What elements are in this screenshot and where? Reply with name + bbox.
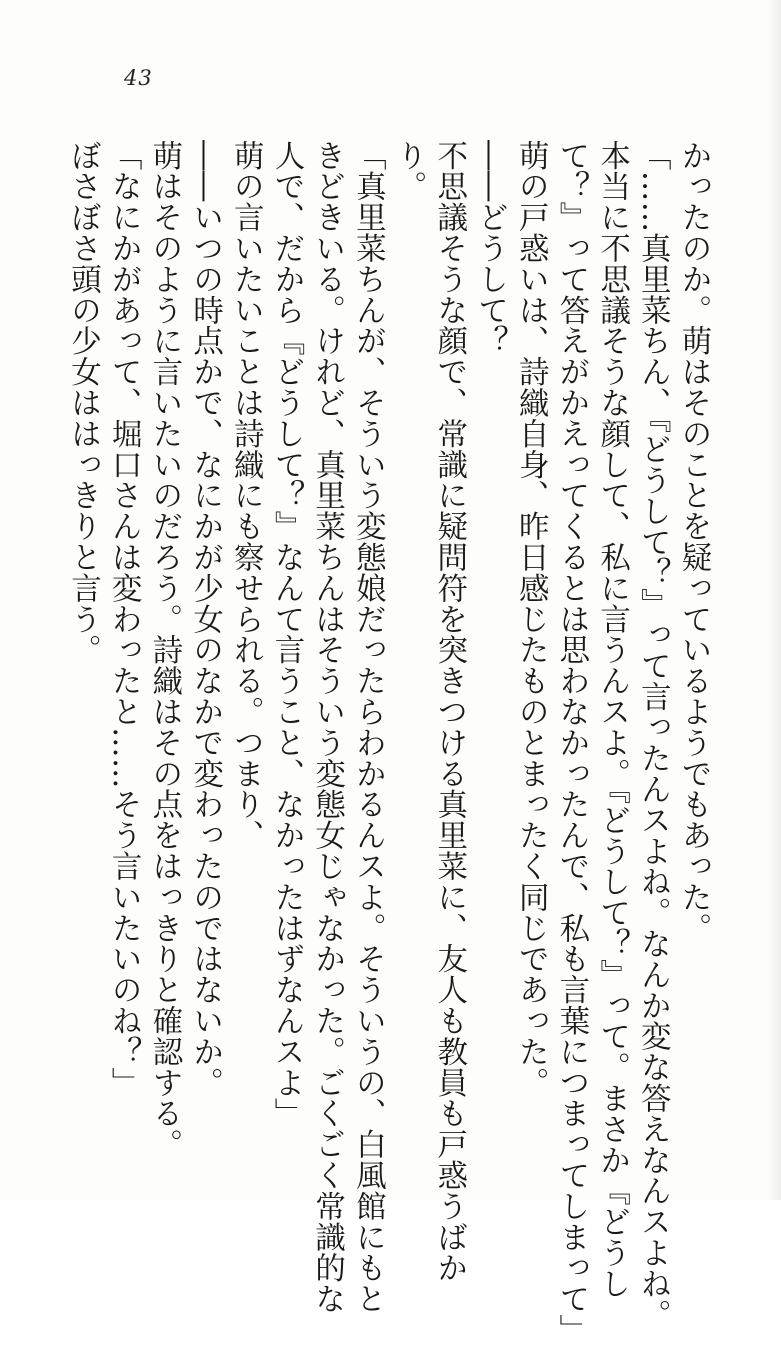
text-line: り。 — [391, 140, 427, 202]
text-line: て？』って答えがかえってくるとは思わなかったんで、私も言葉につまってしまって」 — [553, 140, 589, 1345]
text-line: ぼさぼさ頭の少女ははっきりと言う。 — [65, 140, 101, 666]
text-line: 不思議そうな顔で、常識に疑問符を突きつける真里菜に、友人も教員も戸惑うばか — [431, 140, 467, 1284]
text-line: 「……真里菜ちん、『どうして？』って言ったんスよね。なんか変な答えなんスよね。 — [635, 140, 671, 1330]
text-line: ――いつの時点かで、なにかが少女のなかで変わったのではないか。 — [187, 140, 223, 1098]
text-line: 本当に不思議そうな顔して、私に言うんスよ。『どうして？』って。まさか『どうし — [594, 140, 630, 1299]
text-line: 萌はそのように言いたいのだろう。詩織はその点をはっきりと確認する。 — [146, 140, 182, 1160]
text-line: 萌の戸惑いは、詩織自身、昨日感じたものとまったく同じであった。 — [513, 140, 549, 1098]
text-line: ――どうして？ — [472, 140, 508, 357]
page-edge-shadow — [767, 0, 781, 1200]
text-line: 萌の言いたいことは詩織にも察せられる。つまり、 — [228, 140, 264, 851]
text-line: かったのか。萌はそのことを疑っているようでもあった。 — [676, 140, 711, 944]
page-number: 43 — [124, 66, 153, 90]
text-line: 人で、だから『どうして？』なんて言うこと、なかったはずなんスよ」 — [268, 140, 304, 1129]
text-line: 「真里菜ちんが、そういう変態娘だったらわかるんスよ。そういうの、白風館にもと — [350, 140, 386, 1315]
text-line: 「なにかがあって、堀口さんは変わったと……そう言いたいのね？」 — [106, 140, 142, 1098]
text-line: きどきいる。けれど、真里菜ちんはそういう変態女じゃなかった。ごくごく常識的な — [309, 140, 345, 1315]
body-text-vertical — [65, 140, 713, 1345]
